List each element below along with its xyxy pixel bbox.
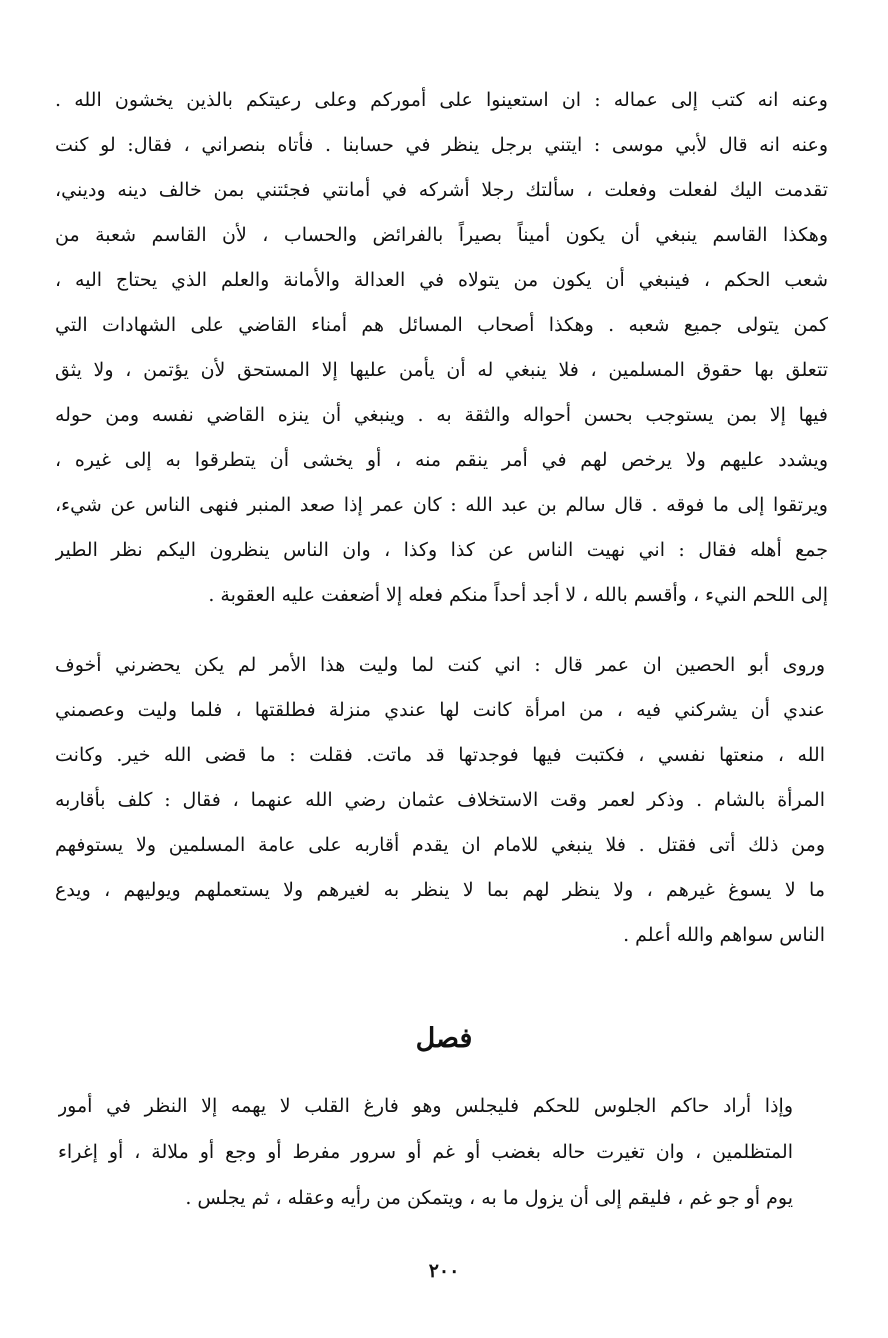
page-number: ٢٠٠ — [428, 1260, 460, 1282]
text-line: الناس سواهم والله أعلم . — [623, 924, 825, 946]
text-line: ما لا يسوغ غيرهم ، ولا ينظر لهم بما لا ينظر به لغيرهم ولا يستعملهم ويوليهم ، ويدع — [55, 879, 825, 901]
text-line: المرأة بالشام . وذكر لعمر وقت الاستخلاف عثمان رضي الله عنهما ، فقال : كلف بأقاربه — [55, 789, 825, 811]
text-line: وإذا أراد حاكم الجلوس للحكم فليجلس وهو فارغ القلب لا يهمه إلا النظر في أمور — [58, 1095, 793, 1117]
text-line: يوم أو جو غم ، فليقم إلى أن يزول ما به ، ويتمكن من رأيه وعقله ، ثم يجلس . — [185, 1187, 793, 1209]
text-line: إلى اللحم النيء ، وأقسم بالله ، لا أجد أحداً منكم فعله إلا أضعفت عليه العقوبة . — [208, 584, 828, 606]
text-line: تقدمت اليك لفعلت وفعلت ، سألتك رجلا أشركه في أمانتي فجئتني بمن خالف دينه وديني، — [55, 179, 828, 201]
text-line: عندي أن يشركني فيه ، من امرأة كانت لها عندي منزلة فطلقتها ، فلما وليت وعصمني — [55, 699, 825, 721]
text-line: ويشدد عليهم ولا يرخص لهم في أمر ينقم منه ، أو يخشى أن يتطرقوا به إلى غيره ، — [55, 449, 828, 471]
text-line: ويرتقوا إلى ما فوقه . قال سالم بن عبد الله : كان عمر إذا صعد المنبر فنهى الناس عن شيء، — [55, 494, 828, 516]
text-line: فيها إلا بمن يستوجب بحسن أحواله والثقة به . وينبغي أن ينزه القاضي نفسه ومن حوله — [55, 404, 828, 426]
text-line: كمن يتولى جميع شعبه . وهكذا أصحاب المسائل هم أمناء القاضي على الشهادات التي — [55, 314, 828, 336]
text-line: تتعلق بها حقوق المسلمين ، فلا ينبغي له أن يأمن عليها إلا المستحق لأن يؤتمن ، ولا يثق — [55, 359, 828, 381]
text-line: وروى أبو الحصين ان عمر قال : اني كنت لما وليت هذا الأمر لم يكن يحضرني أخوف — [55, 654, 825, 676]
text-line: الله ، منعتها نفسي ، فكتبت فيها فوجدتها قد ماتت. فقلت : ما قضى الله خير. وكانت — [55, 744, 825, 766]
text-line: وعنه انه كتب إلى عماله : ان استعينوا على أموركم وعلى رعيتكم بالذين يخشون الله . — [55, 89, 828, 111]
section-heading: فصل — [415, 1023, 473, 1054]
text-line: وعنه انه قال لأبي موسى : ايتني برجل ينظر في حسابنا . فأتاه بنصراني ، فقال: لو كنت — [55, 134, 828, 156]
paragraph-1 — [55, 78, 828, 618]
paragraph-2 — [55, 643, 825, 958]
text-line: جمع أهله فقال : اني نهيت الناس عن كذا وكذا ، وان الناس ينظرون اليكم نظر الطير — [55, 539, 828, 561]
text-line: ومن ذلك أتى فقتل . فلا ينبغي للامام ان يقدم أقاربه على عامة المسلمين ولا يستوفهم — [55, 834, 825, 856]
text-line: المتظلمين ، وان تغيرت حاله بغضب أو غم أو سرور مفرط أو وجع أو ملالة ، أو إغراء — [58, 1141, 793, 1163]
text-line: شعب الحكم ، فينبغي أن يكون من يتولاه في العدالة والأمانة والعلم الذي يحتاج اليه ، — [55, 269, 828, 291]
paragraph-3 — [58, 1083, 793, 1221]
text-line: وهكذا القاسم ينبغي أن يكون أميناً بصيراً بالفرائض والحساب ، لأن القاسم شعبة من — [55, 224, 828, 246]
